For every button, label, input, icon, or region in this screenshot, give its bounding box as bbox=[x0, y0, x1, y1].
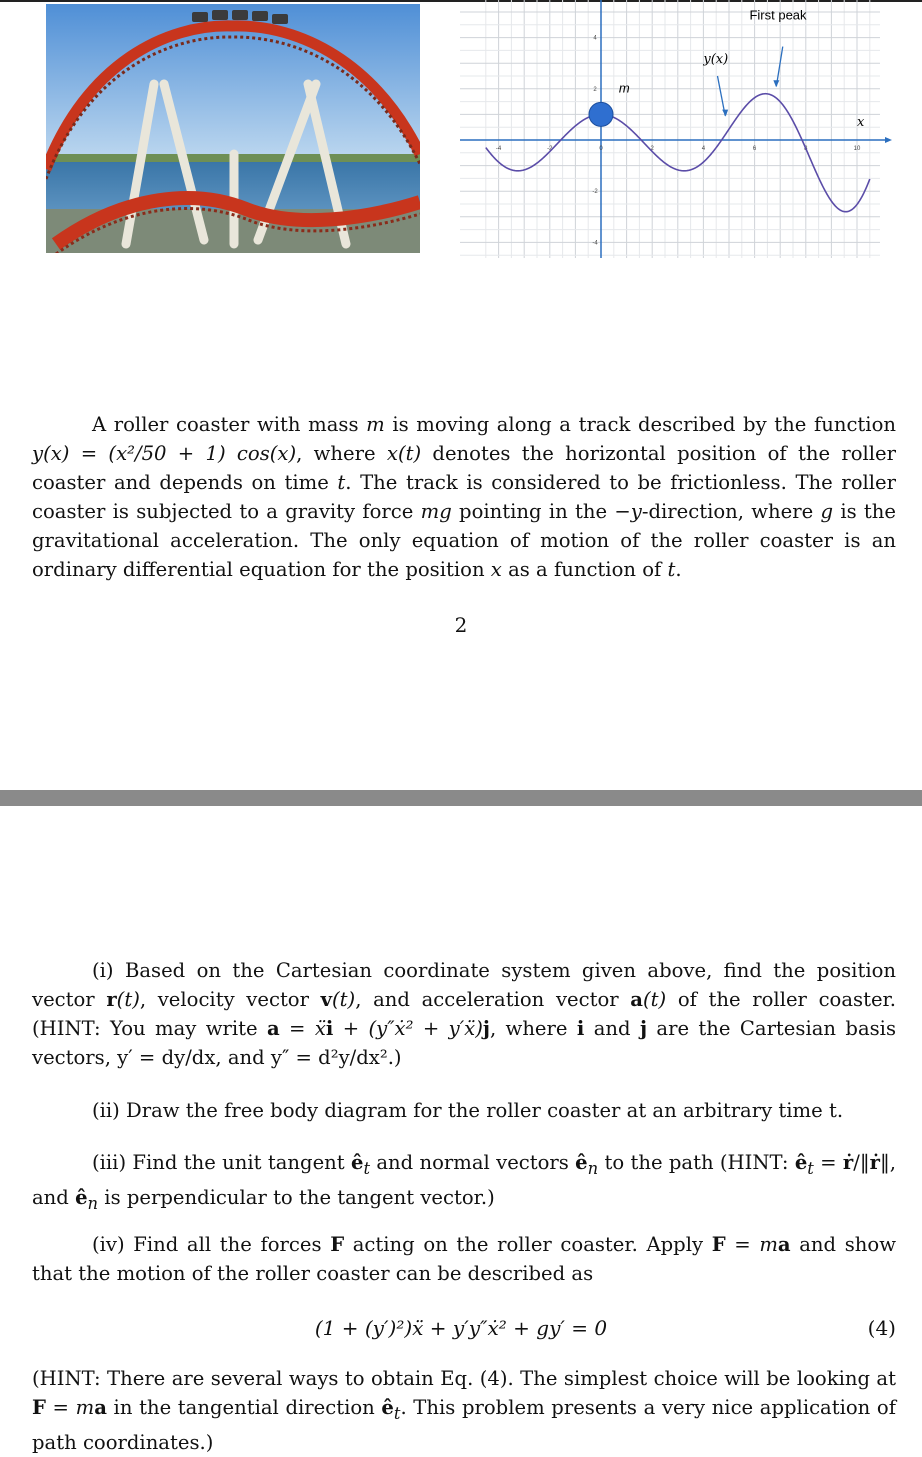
x-tick-label: -4 bbox=[495, 146, 502, 152]
x-tick-label: 2 bbox=[650, 146, 654, 152]
x-tick-label: -2 bbox=[547, 146, 553, 152]
equation-4: (1 + (y′)²)ẍ + y′y″ẋ² + gy′ = 0 bbox=[314, 1316, 608, 1340]
x-axis-label: x bbox=[857, 114, 865, 130]
function-label: y(x) bbox=[703, 52, 729, 68]
function-label-arrowhead bbox=[722, 110, 728, 117]
x-tick-label: 10 bbox=[853, 146, 861, 152]
y-tick-label: -2 bbox=[592, 189, 598, 196]
y-tick-label: -4 bbox=[592, 240, 598, 247]
equation-4-row bbox=[0, 1313, 922, 1343]
x-tick-label: 0 bbox=[599, 146, 603, 152]
question-part-ii: (ii) Draw the free body diagram for the roller coaster at an arbitrary time t. bbox=[92, 1099, 844, 1122]
question-part-i: (i) Based on the Cartesian coordinate system given above, find the position vector r(t), velocity vector v(t), and acceleration vector a(t) of the roller coaster. (HINT: You may write a = ẍi + (y″ẋ² + y′ẍ)j, where i and j are the Cartesian basis vectors, y′ = dy/dx, and y″ = d²y/dx².) bbox=[32, 959, 897, 1069]
first-peak-arrowhead bbox=[773, 80, 779, 87]
plot-grid bbox=[460, 0, 880, 258]
mass-ball bbox=[589, 102, 613, 126]
equation-4-hint: (HINT: There are several ways to obtain Eq. (4). The simplest choice will be looking at F = ma in the tangential direction $ê_t$. This problem presents a very nice application of path coordinates.) bbox=[32, 1367, 896, 1454]
equation-4-number: (4) bbox=[867, 1316, 896, 1340]
plot-axes bbox=[460, 0, 892, 258]
track-function-plot bbox=[440, 0, 900, 258]
y-tick-label: 2 bbox=[593, 86, 597, 93]
x-axis-arrowhead bbox=[885, 137, 892, 143]
mass-label: m bbox=[618, 80, 630, 96]
question-part-iii: (iii) Find the unit tangent $ê_t$ and normal vectors $ê_n$ to the path (HINT: $ê_t$ = ṙ/‖ṙ‖, and $ê_n$ is perpendicular to the tangent vector.) bbox=[32, 1151, 897, 1213]
x-tick-label: 4 bbox=[701, 146, 706, 152]
first-peak-annotation: First peak bbox=[749, 7, 807, 23]
page-separator bbox=[0, 790, 922, 806]
page-number: 2 bbox=[454, 613, 468, 637]
x-tick-label: 6 bbox=[752, 146, 757, 152]
question-part-iv: (iv) Find all the forces F acting on the roller coaster. Apply F = ma and show that the motion of the roller coaster can be described as bbox=[32, 1233, 896, 1285]
problem-intro: A roller coaster with mass m is moving along a track described by the function y(x) = (x²/50 + 1) cos(x), where x(t) denotes the horizontal position of the roller coaster and depends on time t. The track is considered to be frictionless. The roller coaster is subjected to a gravity force mg pointing in the −y-direction, where g is the gravitational acceleration. The only equation of motion of the roller coaster is an ordinary differential equation for the position x as a function of t. bbox=[32, 413, 896, 581]
y-tick-label: 4 bbox=[593, 35, 597, 42]
x-tick-label: 8 bbox=[804, 146, 808, 152]
roller-coaster-photo bbox=[46, 4, 420, 253]
